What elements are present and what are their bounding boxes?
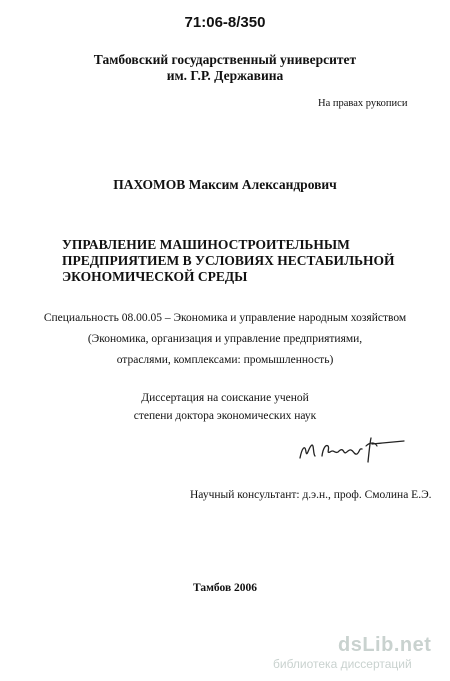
watermark-brand: dsLib.net <box>338 634 432 656</box>
university-name: Тамбовский государственный университет <box>93 52 357 67</box>
manuscript-rights-note: На правах рукописи <box>318 98 408 109</box>
city-year: Тамбов 2006 <box>192 582 258 594</box>
author-name: ПАХОМОВ Максим Александрович <box>113 177 337 192</box>
specialty-line: (Экономика, организация и управление предприятиями, <box>87 333 363 345</box>
specialty-line: Специальность 08.00.05 – Экономика и управление народным хозяйством <box>43 312 407 324</box>
degree-line: Диссертация на соискание ученой <box>141 392 309 404</box>
university-dedication: им. Г.Р. Державина <box>166 68 284 83</box>
scientific-consultant: Научный консультант: д.э.н., проф. Смолина Е.Э. <box>190 489 432 501</box>
title-line: ПРЕДПРИЯТИЕМ В УСЛОВИЯХ НЕСТАБИЛЬНОЙ <box>62 253 395 268</box>
title-line: УПРАВЛЕНИЕ МАШИНОСТРОИТЕЛЬНЫМ <box>62 237 350 252</box>
specialty-line: отраслями, комплексами: промышленность) <box>116 354 334 366</box>
watermark-subtitle: библиотека диссертаций <box>273 657 412 671</box>
title-line: ЭКОНОМИЧЕСКОЙ СРЕДЫ <box>62 269 248 284</box>
document-code: 71:06-8/350 <box>184 14 266 31</box>
degree-line: степени доктора экономических наук <box>133 410 317 422</box>
handwritten-signature <box>296 432 406 466</box>
